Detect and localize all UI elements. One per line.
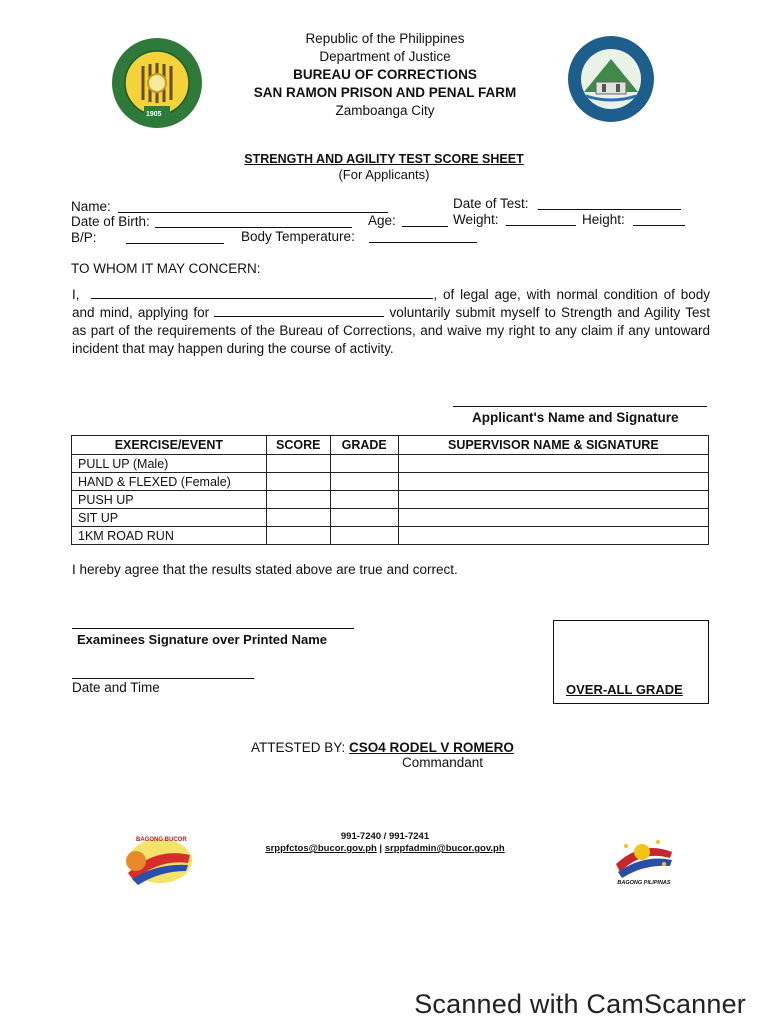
- contact-block: [250, 831, 520, 855]
- applicant-name-blank[interactable]: [91, 286, 433, 299]
- letterhead: [180, 30, 590, 120]
- supervisor-cell[interactable]: [398, 473, 708, 491]
- exercise-cell: PULL UP (Male): [72, 455, 267, 473]
- date-of-test-label: Date of Test:: [453, 196, 529, 211]
- grade-cell[interactable]: [330, 473, 398, 491]
- name-label: Name:: [71, 199, 111, 214]
- email-ctos-link[interactable]: srppfctos@bucor.gov.ph: [265, 843, 377, 854]
- height-label: Height:: [582, 212, 625, 227]
- left-seal-year: 1905: [146, 111, 162, 118]
- header-supervisor: SUPERVISOR NAME & SIGNATURE: [398, 436, 708, 455]
- date-of-birth-label: Date of Birth:: [71, 214, 150, 229]
- score-table: [71, 435, 709, 545]
- attested-name: CSO4 RODEL V ROMERO: [349, 740, 514, 755]
- department-line: Department of Justice: [319, 49, 451, 64]
- score-cell[interactable]: [266, 527, 330, 545]
- exercise-cell: SIT UP: [72, 509, 267, 527]
- header-grade: GRADE: [330, 436, 398, 455]
- grade-cell[interactable]: [330, 509, 398, 527]
- height-line[interactable]: [633, 225, 685, 226]
- camscanner-watermark: Scanned with CamScanner: [414, 989, 746, 1019]
- attested-title: Commandant: [402, 755, 484, 770]
- supervisor-cell[interactable]: [398, 455, 708, 473]
- grade-cell[interactable]: [330, 527, 398, 545]
- paragraph-part2: voluntarily submit myself to Strength and Agility Test as part of the requirements of the Bureau of Corrections, and waive my right to any claim if any untoward incident that may happen during the course of activity.: [72, 305, 710, 356]
- score-cell[interactable]: [266, 455, 330, 473]
- form-title-block: [0, 152, 768, 182]
- grade-cell[interactable]: [330, 491, 398, 509]
- date-time-line[interactable]: [72, 678, 254, 679]
- name-line[interactable]: [118, 212, 388, 213]
- score-cell[interactable]: [266, 473, 330, 491]
- applicant-signature-label: Applicant's Name and Signature: [472, 410, 679, 425]
- city-line: Zamboanga City: [335, 103, 435, 118]
- email-admin-link[interactable]: srppfadmin@bucor.gov.ph: [384, 843, 505, 854]
- age-line[interactable]: [402, 226, 448, 227]
- score-cell[interactable]: [266, 509, 330, 527]
- supervisor-cell[interactable]: [398, 509, 708, 527]
- score-cell[interactable]: [266, 491, 330, 509]
- weight-label: Weight:: [453, 212, 499, 227]
- applicant-signature-line[interactable]: [453, 406, 707, 407]
- supervisor-cell[interactable]: [398, 491, 708, 509]
- paragraph-part1: , of legal age, with normal condition of body and mind, applying for: [72, 287, 710, 320]
- table-row: [72, 527, 709, 545]
- weight-line[interactable]: [506, 225, 576, 226]
- examinee-signature-label: Examinees Signature over Printed Name: [77, 632, 327, 647]
- date-of-birth-line[interactable]: [155, 227, 352, 228]
- bagong-pilipinas-logo-text: BAGONG PILIPINAS: [617, 880, 671, 886]
- penal-farm-line: SAN RAMON PRISON AND PENAL FARM: [253, 85, 517, 100]
- paragraph-i: I,: [72, 287, 80, 302]
- bagong-pilipinas-logo: [612, 834, 676, 892]
- exercise-cell: 1KM ROAD RUN: [72, 527, 267, 545]
- header-exercise: EXERCISE/EVENT: [72, 436, 267, 455]
- body-temperature-line[interactable]: [369, 242, 477, 243]
- body-temperature-label: Body Temperature:: [241, 229, 355, 244]
- agreement-statement: I hereby agree that the results stated above are true and correct.: [72, 562, 458, 577]
- grade-cell[interactable]: [330, 455, 398, 473]
- attested-block: [251, 740, 514, 755]
- bp-label: B/P:: [71, 230, 97, 245]
- exercise-cell: HAND & FLEXED (Female): [72, 473, 267, 491]
- republic-line: Republic of the Philippines: [305, 31, 465, 46]
- table-row: [72, 473, 709, 491]
- supervisor-cell[interactable]: [398, 527, 708, 545]
- table-row: [72, 509, 709, 527]
- examinee-signature-line[interactable]: [72, 628, 354, 629]
- bagong-bucor-logo-text: BAGONG BUCOR: [136, 837, 187, 843]
- waiver-paragraph: [72, 286, 710, 358]
- exercise-cell: PUSH UP: [72, 491, 267, 509]
- form-subtitle: (For Applicants): [338, 167, 430, 182]
- table-header-row: [72, 436, 709, 455]
- bp-line[interactable]: [126, 243, 224, 244]
- bagong-bucor-logo: [118, 833, 194, 889]
- salutation: TO WHOM IT MAY CONCERN:: [71, 261, 261, 276]
- bureau-line: BUREAU OF CORRECTIONS: [293, 67, 477, 82]
- table-row: [72, 455, 709, 473]
- age-label: Age:: [368, 213, 396, 228]
- overall-grade-label: OVER-ALL GRADE: [566, 682, 683, 697]
- position-blank[interactable]: [214, 304, 384, 317]
- attested-label: ATTESTED BY:: [251, 740, 346, 755]
- date-time-label: Date and Time: [72, 680, 160, 695]
- table-row: [72, 491, 709, 509]
- date-of-test-line[interactable]: [538, 209, 681, 210]
- form-title: STRENGTH AND AGILITY TEST SCORE SHEET: [244, 152, 524, 166]
- phone-numbers: 991-7240 / 991-7241: [340, 831, 430, 842]
- email-separator: |: [376, 843, 385, 854]
- header-score: SCORE: [266, 436, 330, 455]
